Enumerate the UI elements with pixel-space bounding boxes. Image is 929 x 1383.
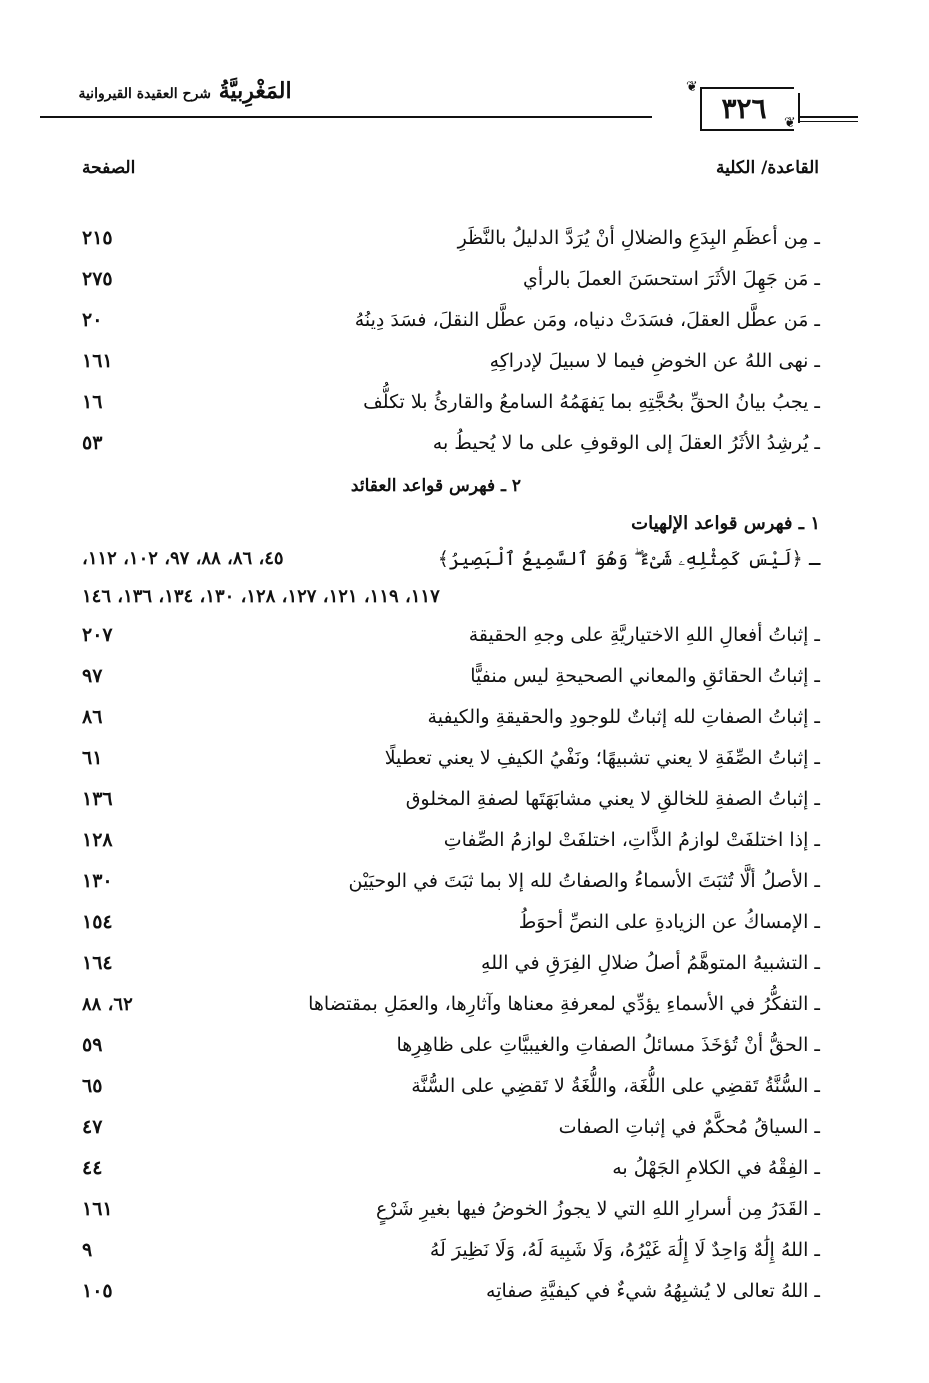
- entry-text: ـ إثباتُ الصفاتِ لله إثباتٌ للوجودِ والحقيقةِ والكيفية: [427, 706, 820, 728]
- entry-text: ـ إثباتُ الصِّفَةِ لا يعني تشبيهًا؛ ونَفْيُ الكيفِ لا يعني تعطيلًا: [384, 747, 820, 769]
- index-entry: [82, 863, 820, 904]
- index-entry: [82, 1232, 820, 1273]
- header-rule: [40, 116, 652, 118]
- entry-text: ـ التشبيهُ المتوهَّمُ أصلُ ضلالِ الفِرَقِ في اللهِ: [481, 952, 820, 974]
- entry-page: ١٣٦: [82, 788, 113, 810]
- index-entry: [82, 261, 820, 302]
- entry-page: ٤٧: [82, 1116, 103, 1138]
- index-entry: [82, 904, 820, 945]
- entry-page: ١٠٥: [82, 1280, 113, 1302]
- entry-page: ٦١: [82, 747, 103, 769]
- index-entry: [82, 699, 820, 740]
- book-title: [60, 78, 310, 104]
- entry-text: ـ اللهُ إِلَٰهٌ وَاحِدٌ لَا إِلَٰهَ غَيْرُهُ، وَلَا شَبِيهَ لَهُ، وَلَا نَظِيرَ لَهُ: [429, 1239, 820, 1261]
- entry-page: ٤٤: [82, 1157, 103, 1179]
- quran-entry-continuation: [82, 577, 820, 617]
- index-entry: [82, 425, 820, 466]
- entry-pages-line-2: ١١٧، ١١٩، ١٢١، ١٢٧، ١٢٨، ١٣٠، ١٣٤، ١٣٦، ١٤٦: [82, 586, 440, 607]
- index-entry: [82, 220, 820, 261]
- entry-text: ـ إثباتُ أفعالِ اللهِ الاختياريَّةِ على وجهِ الحقيقة: [468, 624, 820, 646]
- book-title-main: المَغْرِبيَّةُ: [218, 78, 292, 104]
- entry-pages-line-1: ٤٥، ٨٦، ٨٨، ٩٧، ١٠٢، ١١٢،: [82, 548, 284, 569]
- index-entry: [82, 658, 820, 699]
- index-entry: [82, 343, 820, 384]
- index-entry: [82, 1150, 820, 1191]
- entry-page: ٢٠: [82, 309, 103, 331]
- quran-verse-text: ـ ﴿لَيْسَ كَمِثْلِهِۦ شَىْءٌ ۖ وَهُوَ ٱلسَّمِيعُ ٱلْبَصِيرُ﴾: [437, 548, 820, 570]
- index-entry: [82, 1191, 820, 1232]
- index-entry: [82, 945, 820, 986]
- entry-text: ـ التفكُّرُ في الأسماءِ يؤدِّي لمعرفةِ معناها وآثارِها، والعمَلِ بمقتضاها: [308, 993, 820, 1015]
- entry-text: ـ مَن جَهِلَ الأثَرَ استحسَنَ العملَ بالرأي: [523, 268, 820, 290]
- entry-text: ـ إثباتُ الحقائقِ والمعاني الصحيحةِ ليس منفيًّا: [470, 665, 820, 687]
- entry-page: ٢١٥: [82, 227, 113, 249]
- entry-text: ـ الإمساكُ عن الزيادةِ على النصِّ أحوَطُ: [518, 911, 820, 933]
- index-entry: [82, 986, 820, 1027]
- column-label-page: الصفحة: [82, 158, 136, 178]
- entry-text: ـ الأصلُ ألَّا تُثبَتَ الأسماءُ والصفاتُ لله إلا بما ثبَتَ في الوحيَيْن: [348, 870, 820, 892]
- book-title-subtitle: شرح العقيدة القيروانية: [78, 86, 212, 102]
- index-entry: [82, 617, 820, 658]
- ornament-icon: ❦: [784, 115, 796, 131]
- index-entry: [82, 1068, 820, 1109]
- entry-text: ـ نهى اللهُ عن الخوضِ فيما لا سبيلَ لإدراكِهِ: [489, 350, 820, 372]
- entry-text: ـ الفِقْهُ في الكلامِ الجَهْلُ به: [612, 1157, 820, 1179]
- entry-page: ١٢٨: [82, 829, 113, 851]
- entry-page: ٥٩: [82, 1034, 103, 1056]
- ornament-icon: ❦: [686, 79, 698, 95]
- entry-page: ٦٢، ٨٨: [82, 994, 133, 1015]
- index-entry: [82, 1027, 820, 1068]
- index-entry: [82, 384, 820, 425]
- index-entry: [82, 1273, 820, 1314]
- entry-text: ـ مِن أعظَمِ البِدَعِ والضلالِ أنْ يُرَدَّ الدليلُ بالنَّظَرِ: [457, 227, 820, 249]
- entry-page: ٢٧٥: [82, 268, 113, 290]
- entry-text: ـ يُرشِدُ الأثَرُ العقلَ إلى الوقوفِ على ما لا يُحيطُ به: [432, 432, 820, 454]
- entry-text: ـ يجبُ بيانُ الحقِّ بحُجَّتِهِ بما يَفهَمُهُ السامعُ والقارئُ بلا تكلُّف: [363, 391, 820, 413]
- entry-text: ـ إثباتُ الصفةِ للخالقِ لا يعني مشابَهَتَها لصفةِ المخلوق: [405, 788, 820, 810]
- entry-text: ـ إذا اختلفَتْ لوازمُ الذَّاتِ، اختلفَتْ لوازمُ الصِّفاتِ: [443, 829, 820, 851]
- entry-page: ١٦١: [82, 1198, 113, 1220]
- index-entry: [82, 1109, 820, 1150]
- page-number: ٣٢٦: [721, 92, 767, 125]
- column-label-rule: القاعدة/ الكلية: [716, 158, 819, 178]
- entry-text: ـ الحقُّ أنْ تُؤخَذَ مسائلُ الصفاتِ والغيبيَّاتِ على ظاهِرِها: [396, 1034, 820, 1056]
- entry-page: ١٥٤: [82, 911, 113, 933]
- index-body: [82, 220, 820, 1314]
- entry-page: ٩٧: [82, 665, 103, 687]
- header-rule: [800, 121, 858, 122]
- entry-page: ٦٥: [82, 1075, 103, 1097]
- entry-page: ٨٦: [82, 706, 103, 728]
- entry-text: ـ اللهُ تعالى لا يُشبِهُهُ شيءٌ في كيفيَّةِ صفاتِه: [486, 1280, 820, 1302]
- entry-text: ـ السياقُ مُحكَّمٌ في إثباتِ الصفات: [558, 1116, 820, 1138]
- header-rule: [800, 116, 858, 118]
- entry-page: ١٦١: [82, 350, 113, 372]
- entry-page: ١٦٤: [82, 952, 113, 974]
- entry-page: ٢٠٧: [82, 624, 113, 646]
- entry-page: ١٣٠: [82, 870, 113, 892]
- quran-entry: [82, 541, 820, 577]
- entry-page: ٩: [82, 1239, 93, 1261]
- index-entry: [82, 781, 820, 822]
- index-entry: [82, 822, 820, 863]
- entry-page: ٥٣: [82, 432, 103, 454]
- entry-text: ـ القَدَرُ مِن أسرارِ اللهِ التي لا يجوزُ الخوضُ فيها بغيرِ شَرْعٍ: [375, 1198, 820, 1220]
- running-header: [40, 72, 895, 132]
- index-entry: [82, 302, 820, 343]
- section-title: ٢ ـ فهرس قواعد العقائد: [350, 476, 522, 496]
- subsection-title: ١ ـ فهرس قواعد الإلهيات: [631, 513, 820, 534]
- entry-text: ـ مَن عطَّل العقلَ، فسَدَتْ دنياه، ومَن عطَّل النقلَ، فسَدَ دِينُهُ: [354, 309, 820, 331]
- entry-page: ١٦: [82, 391, 103, 413]
- entry-text: ـ السُّنَّةُ تَقضِي على اللُّغَة، واللُّغَةُ لا تَقضِي على السُّنَّة: [411, 1075, 820, 1097]
- index-entry: [82, 740, 820, 781]
- page-number-frame: [700, 87, 794, 131]
